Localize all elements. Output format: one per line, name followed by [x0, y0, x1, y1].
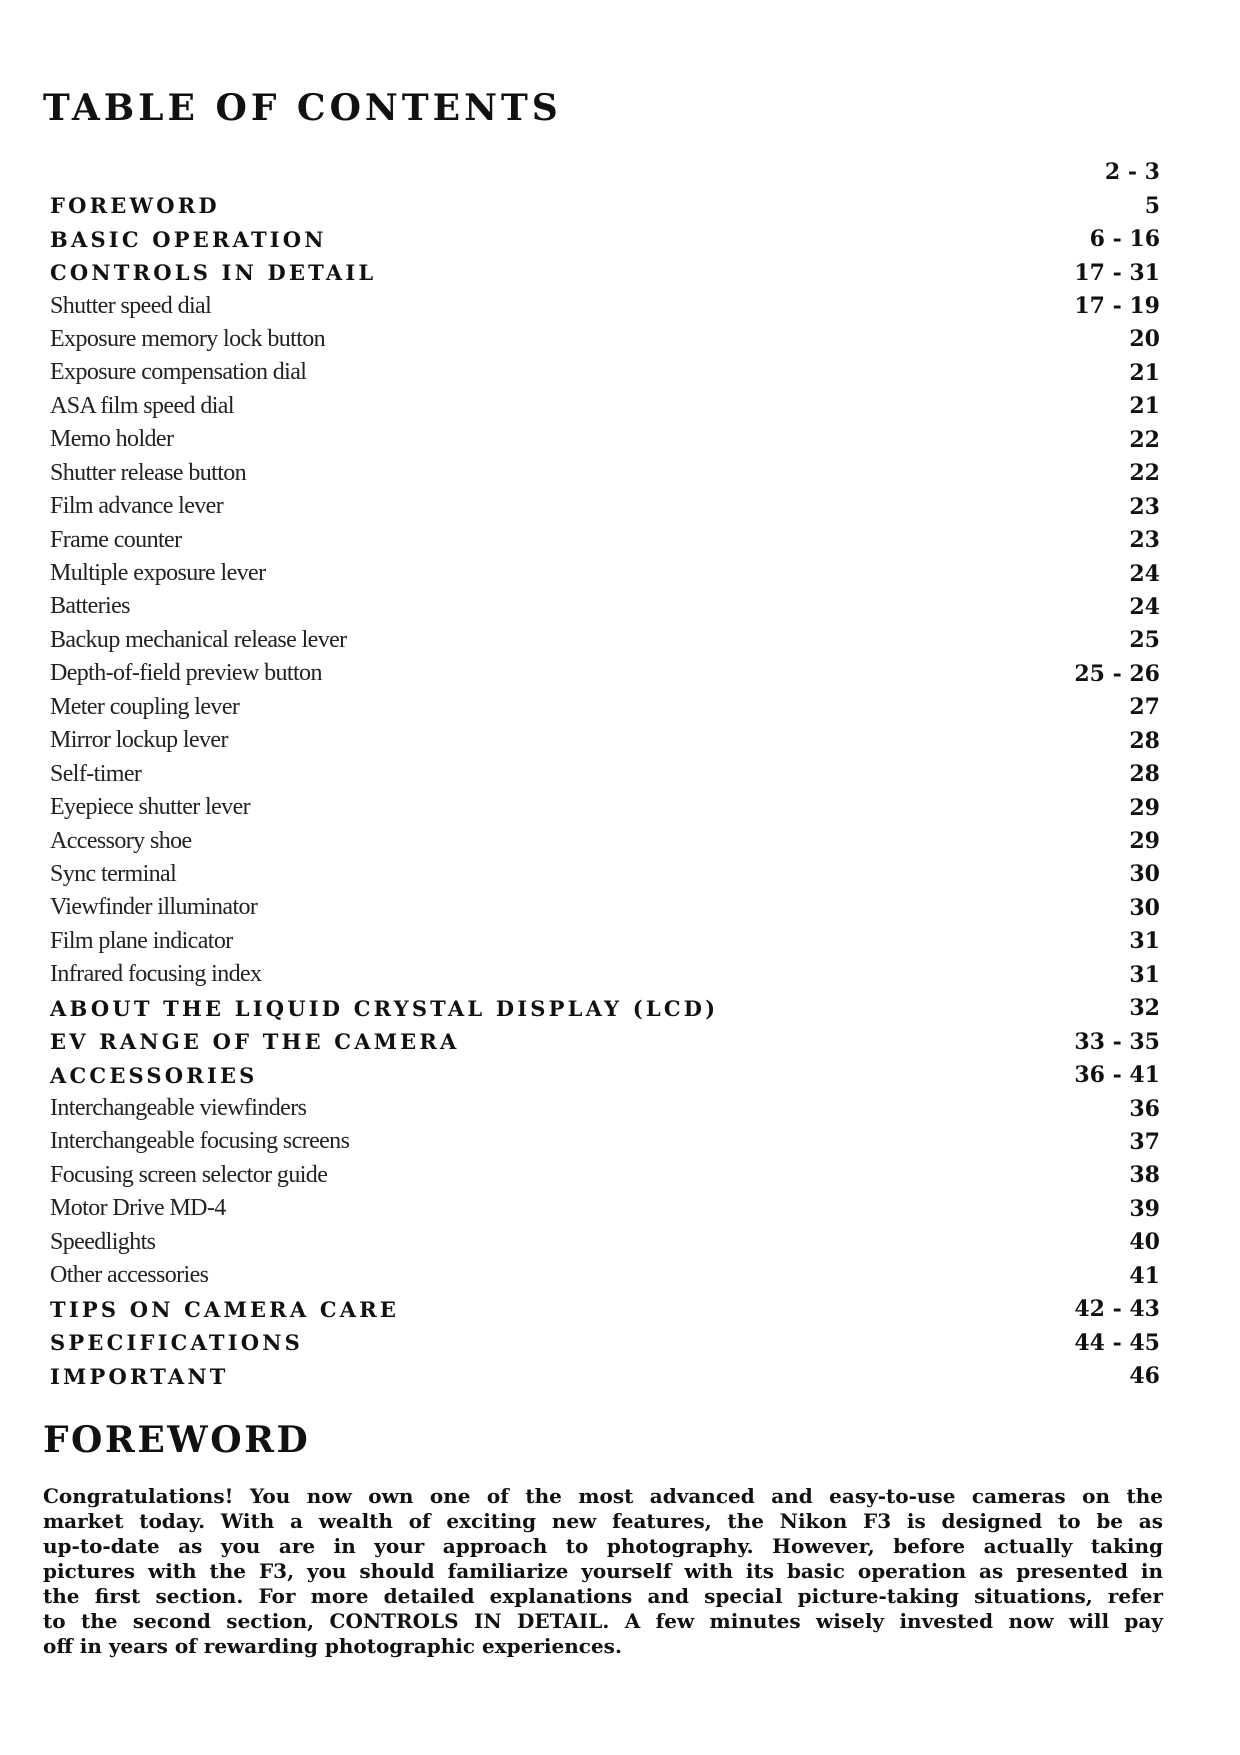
toc-entry-label: Shutter release button: [50, 459, 247, 486]
toc-entry-pages: 21: [1129, 359, 1160, 386]
toc-entry-pages: 33 - 35: [1074, 1028, 1160, 1055]
toc-first-page-range: 2 - 3: [1104, 159, 1160, 185]
toc-entry-label: Multiple exposure lever: [50, 560, 266, 587]
toc-entry-label: Viewfinder illuminator: [50, 894, 258, 921]
toc-entry-label: Sync terminal: [50, 860, 177, 887]
toc-entry-pages: 32: [1129, 995, 1160, 1022]
toc-entry-label: Exposure memory lock button: [50, 325, 326, 352]
toc-entry-label: Self-timer: [50, 760, 142, 787]
toc-entry-pages: 30: [1129, 861, 1160, 888]
toc-entry-label: Other accessories: [50, 1262, 209, 1289]
toc-entry-label: ABOUT THE LIQUID CRYSTAL DISPLAY (LCD): [50, 995, 719, 1021]
toc-entry-label: Eyepiece shutter lever: [50, 794, 251, 821]
toc-item-entry: [50, 724, 1160, 757]
toc-entry-label: EV RANGE OF THE CAMERA: [50, 1029, 460, 1055]
toc-item-entry: [50, 858, 1160, 891]
foreword-line: off in years of rewarding photographic experiences.: [43, 1634, 622, 1658]
foreword-line: the first section. For more detailed explanations and special picture-taking situations, refer: [43, 1584, 1163, 1608]
toc-entry-label: Speedlights: [50, 1228, 156, 1255]
toc-entry-pages: 40: [1129, 1229, 1160, 1256]
toc-entry-pages: 21: [1129, 393, 1160, 420]
toc-entry-label: Shutter speed dial: [50, 292, 212, 319]
toc-item-entry: [50, 624, 1160, 657]
toc-entry-pages: 41: [1129, 1262, 1160, 1289]
toc-entry-label: Batteries: [50, 593, 130, 620]
toc-item-entry: [50, 691, 1160, 724]
toc-list: [50, 189, 1160, 1393]
toc-entry-pages: 36: [1129, 1095, 1160, 1122]
toc-entry-label: Frame counter: [50, 526, 182, 553]
toc-section-entry: [50, 1025, 1160, 1058]
toc-item-entry: [50, 423, 1160, 456]
toc-item-entry: [50, 1192, 1160, 1225]
toc-entry-pages: 23: [1129, 493, 1160, 520]
toc-entry-pages: 46: [1129, 1363, 1160, 1390]
toc-entry-pages: 29: [1129, 794, 1160, 821]
toc-item-entry: [50, 457, 1160, 490]
toc-title: TABLE OF CONTENTS: [43, 87, 562, 129]
foreword-line: Congratulations! You now own one of the most advanced and easy-to-use cameras on the: [43, 1484, 1163, 1508]
toc-entry-label: BASIC OPERATION: [50, 226, 327, 252]
toc-item-entry: [50, 925, 1160, 958]
toc-entry-label: Infrared focusing index: [50, 961, 262, 988]
toc-entry-pages: 30: [1129, 894, 1160, 921]
toc-entry-label: SPECIFICATIONS: [50, 1330, 303, 1356]
toc-entry-label: Film plane indicator: [50, 927, 233, 954]
toc-item-entry: [50, 1226, 1160, 1259]
toc-item-entry: [50, 323, 1160, 356]
toc-entry-pages: 24: [1129, 593, 1160, 620]
toc-item-entry: [50, 1259, 1160, 1292]
toc-entry-pages: 39: [1129, 1195, 1160, 1222]
toc-entry-pages: 17 - 19: [1074, 293, 1160, 320]
toc-section-entry: [50, 256, 1160, 289]
toc-entry-label: CONTROLS IN DETAIL: [50, 260, 377, 286]
toc-entry-pages: 20: [1129, 326, 1160, 353]
toc-item-entry: [50, 356, 1160, 389]
toc-entry-label: ASA film speed dial: [50, 392, 234, 419]
toc-entry-pages: 22: [1129, 460, 1160, 487]
toc-item-entry: [50, 557, 1160, 590]
toc-item-entry: [50, 791, 1160, 824]
toc-entry-pages: 25 - 26: [1074, 660, 1160, 687]
toc-entry-pages: 36 - 41: [1074, 1062, 1160, 1089]
toc-entry-pages: 44 - 45: [1074, 1329, 1160, 1356]
toc-entry-label: Memo holder: [50, 426, 174, 453]
toc-item-entry: [50, 891, 1160, 924]
toc-entry-pages: 31: [1129, 961, 1160, 988]
foreword-line: to the second section, CONTROLS IN DETAIL. A few minutes wisely invested now will pay: [43, 1609, 1163, 1633]
foreword-line: up-to-date as you are in your approach to photography. However, before actually taking: [43, 1534, 1163, 1558]
toc-entry-label: ACCESSORIES: [50, 1062, 258, 1088]
toc-section-entry: [50, 1058, 1160, 1091]
toc-item-entry: [50, 590, 1160, 623]
foreword-title: FOREWORD: [43, 1419, 311, 1461]
toc-entry-label: IMPORTANT: [50, 1363, 229, 1389]
toc-section-entry: [50, 1292, 1160, 1325]
toc-entry-label: Focusing screen selector guide: [50, 1161, 328, 1188]
toc-section-entry: [50, 992, 1160, 1025]
toc-item-entry: [50, 1092, 1160, 1125]
toc-entry-pages: 31: [1129, 928, 1160, 955]
foreword-line: pictures with the F3, you should familiarize yourself with its basic operation as presented in: [43, 1559, 1163, 1583]
toc-section-entry: [50, 189, 1160, 222]
foreword-line: market today. With a wealth of exciting new features, the Nikon F3 is designed to be as: [43, 1509, 1163, 1533]
toc-entry-pages: 29: [1129, 828, 1160, 855]
toc-entry-pages: 23: [1129, 527, 1160, 554]
toc-entry-label: Film advance lever: [50, 493, 224, 520]
toc-item-entry: [50, 1125, 1160, 1158]
toc-entry-label: Accessory shoe: [50, 827, 192, 854]
toc-item-entry: [50, 523, 1160, 556]
toc-entry-pages: 28: [1129, 727, 1160, 754]
toc-section-entry: [50, 1326, 1160, 1359]
toc-entry-pages: 37: [1129, 1128, 1160, 1155]
toc-entry-pages: 24: [1129, 560, 1160, 587]
toc-entry-label: FOREWORD: [50, 193, 220, 219]
toc-entry-label: TIPS ON CAMERA CARE: [50, 1296, 400, 1322]
foreword-body: [43, 1484, 1163, 1659]
toc-entry-pages: 38: [1129, 1162, 1160, 1189]
toc-entry-pages: 28: [1129, 761, 1160, 788]
toc-entry-label: Interchangeable focusing screens: [50, 1128, 350, 1155]
toc-entry-pages: 42 - 43: [1074, 1296, 1160, 1323]
toc-entry-pages: 25: [1129, 627, 1160, 654]
toc-entry-label: Mirror lockup lever: [50, 727, 228, 754]
toc-entry-label: Interchangeable viewfinders: [50, 1095, 307, 1122]
toc-item-entry: [50, 824, 1160, 857]
toc-item-entry: [50, 1159, 1160, 1192]
toc-entry-pages: 5: [1144, 192, 1160, 219]
toc-entry-label: Depth-of-field preview button: [50, 660, 322, 687]
toc-section-entry: [50, 1359, 1160, 1392]
toc-entry-label: Motor Drive MD-4: [50, 1195, 226, 1222]
toc-entry-label: Meter coupling lever: [50, 693, 240, 720]
toc-entry-pages: 17 - 31: [1074, 259, 1160, 286]
toc-item-entry: [50, 390, 1160, 423]
toc-item-entry: [50, 490, 1160, 523]
toc-item-entry: [50, 657, 1160, 690]
toc-item-entry: [50, 289, 1160, 322]
toc-entry-label: Backup mechanical release lever: [50, 626, 347, 653]
toc-item-entry: [50, 958, 1160, 991]
toc-entry-pages: 27: [1129, 694, 1160, 721]
toc-section-entry: [50, 222, 1160, 255]
toc-item-entry: [50, 757, 1160, 790]
toc-entry-pages: 6 - 16: [1089, 226, 1160, 253]
toc-entry-label: Exposure compensation dial: [50, 359, 307, 386]
toc-entry-pages: 22: [1129, 426, 1160, 453]
